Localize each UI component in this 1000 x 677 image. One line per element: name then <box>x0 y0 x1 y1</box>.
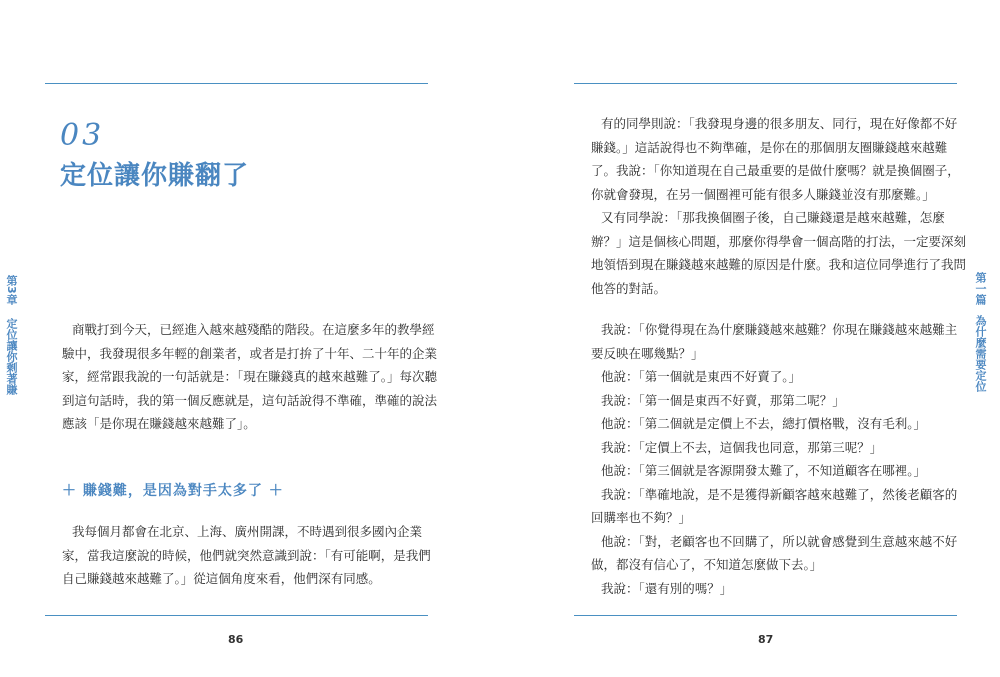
right-page <box>500 0 1000 677</box>
text-line: 我說：「還有別的嗎？」 <box>601 580 733 596</box>
text-line: 賺錢。」這話說得也不夠準確，是你在的那個朋友圈賺錢越來越難 <box>591 139 948 155</box>
bottom-rule <box>574 615 957 616</box>
side-tab-chapter: 第3章 <box>5 275 18 305</box>
text-line: 他說：「第二個就是定價上不去，總打價格戰，沒有毛利。」 <box>601 416 927 431</box>
text-line: 我說：「第一個是東西不好賣，那第二呢？」 <box>601 392 845 408</box>
text-line: 我每個月都會在北京、上海、廣州開課，不時遇到很多國內企業 <box>72 524 423 539</box>
text-line: 辦？」這是個核心問題，那麼你得學會一個高階的打法，一定要深刻 <box>591 233 967 249</box>
text-line: 到這句話時，我的第一個反應就是，這句話說得不準確，準確的說法 <box>62 392 438 408</box>
page-number: 86 <box>228 633 244 646</box>
section-subheading: ＋ 賺錢難，是因為對手太多了 ＋ <box>62 483 284 499</box>
text-line: 家，經常跟我說的一句話就是：「現在賺錢真的越來越難了。」每次聽 <box>62 369 438 384</box>
paragraph-2 <box>591 318 957 600</box>
text-line: 他答的對話。 <box>591 280 667 296</box>
text-line: 他說：「第三個就是客源開發太難了，不知道顧客在哪裡。」 <box>601 463 927 478</box>
paragraph-1 <box>62 318 437 436</box>
page-number: 87 <box>758 633 774 646</box>
text-line: 商戰打到今天，已經進入越來越殘酷的階段。在這麼多年的教學經 <box>72 322 435 337</box>
text-line: 做，都沒有信心了，不知道怎麼做下去。」 <box>591 557 823 572</box>
paragraph-2 <box>62 520 431 591</box>
text-line: 回購率也不夠？」 <box>591 510 692 525</box>
text-line: 我說：「你覺得現在為什麼賺錢越來越難？你現在賺錢越來越難主 <box>601 322 958 337</box>
top-rule <box>45 83 428 84</box>
text-line: 要反映在哪幾點？」 <box>591 345 704 361</box>
text-line: 地領悟到現在賺錢越來越難的原因是什麼。我和這位同學進行了我問 <box>591 257 967 272</box>
text-line: 他說：「對，老顧客也不回購了，所以就會感覺到生意越來越不好 <box>601 533 958 549</box>
text-line: 應該「是你現在賺錢越來越難了」。 <box>62 416 256 431</box>
text-line: 有的同學則說：「我發現身邊的很多朋友、同行，現在好像都不好 <box>601 116 958 131</box>
text-line: 自己賺錢越來越難了。」從這個角度來看，他們深有同感。 <box>62 571 381 586</box>
text-line: 我說：「準確地說，是不是獲得新顧客越來越難了，然後老顧客的 <box>601 486 958 502</box>
text-line: 家，當我這麼說的時候，他們就突然意識到說：「有可能啊，是我們 <box>62 547 431 563</box>
chapter-title: 定位讓你賺翻了 <box>60 161 250 191</box>
side-tab-part: 第一篇 <box>974 272 987 305</box>
text-line: 你就會發現，在另一個圈裡可能有很多人賺錢並沒有那麼難。」 <box>591 186 935 202</box>
paragraph-1 <box>591 112 966 300</box>
text-line: 驗中，我發現很多年輕的創業者，或者是打拚了十年、二十年的企業 <box>62 345 438 361</box>
text-line: 他說：「第一個就是東西不好賣了。」 <box>601 369 802 384</box>
side-tab-title: 為什麼需要定位 <box>974 315 987 392</box>
text-line: 又有同學說：「那我換個圈子後，自己賺錢還是越來越難，怎麼 <box>601 210 945 225</box>
top-rule <box>574 83 957 84</box>
chapter-number: 03 <box>60 118 105 153</box>
text-line: 我說：「定價上不去，這個我也同意，那第三呢？」 <box>601 439 883 455</box>
text-line: 了。我說：「你知道現在自己最重要的是做什麼嗎？就是換個圈子， <box>591 163 960 178</box>
side-tab-title: 定位讓你剩著賺 <box>5 318 18 395</box>
bottom-rule <box>45 615 428 616</box>
